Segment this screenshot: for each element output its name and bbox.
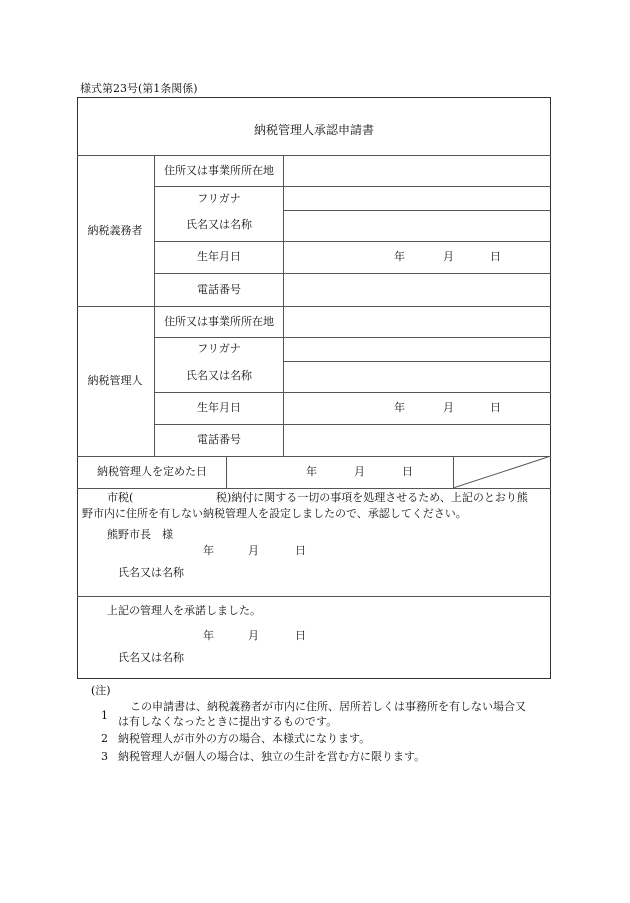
- divider: [154, 392, 551, 393]
- payer-name-label: 氏名又は名称: [186, 218, 252, 231]
- payer-birth-day-unit: 日: [490, 250, 501, 263]
- approval-month-unit: 月: [248, 629, 259, 642]
- payer-group-label: 納税義務者: [87, 224, 143, 237]
- addressee-mayor: 熊野市長 様: [107, 528, 173, 541]
- divider-title: [77, 155, 551, 156]
- column-divider: [226, 456, 227, 488]
- manager-group-label: 納税管理人: [87, 374, 143, 387]
- payer-address-label: 住所又は事業所所在地: [164, 164, 274, 177]
- payer-birth-year-unit: 年: [394, 250, 405, 263]
- divider: [283, 210, 551, 211]
- payer-birth-month-unit: 月: [443, 250, 454, 263]
- divider-section: [77, 596, 551, 597]
- divider-section: [77, 306, 551, 307]
- approval-text: 上記の管理人を承諾しました。: [107, 604, 261, 617]
- divider: [154, 241, 551, 242]
- payer-phone-label: 電話番号: [197, 283, 241, 296]
- diagonal-slash-cell: [453, 456, 551, 488]
- manager-furigana-label: フリガナ: [197, 342, 241, 355]
- application-text-line2: 野市内に住所を有しない納税管理人を設定しましたので、承認してください。: [82, 507, 467, 520]
- note-number: 1: [101, 709, 108, 722]
- application-text-line1: 税)納付に関する一切の事項を処理させるため、上記のとおり熊: [216, 491, 528, 504]
- manager-birth-day-unit: 日: [490, 401, 501, 414]
- designated-day-unit: 日: [402, 465, 413, 478]
- application-year-unit: 年: [203, 544, 214, 557]
- note-3-text: 納税管理人が個人の場合は、独立の生計を営む方に限ります。: [118, 750, 426, 763]
- manager-birth-label: 生年月日: [197, 401, 241, 414]
- application-form-frame: [77, 97, 551, 679]
- application-month-unit: 月: [248, 544, 259, 557]
- manager-address-label: 住所又は事業所所在地: [164, 315, 274, 328]
- divider: [154, 273, 551, 274]
- note-2-text: 納税管理人が市外の方の場合、本様式になります。: [118, 732, 371, 745]
- column-divider: [154, 155, 155, 456]
- manager-birth-month-unit: 月: [443, 401, 454, 414]
- applicant-name-label: 氏名又は名称: [118, 566, 184, 579]
- application-day-unit: 日: [295, 544, 306, 557]
- note-1-line2: は有しなくなったときに提出するものです。: [118, 715, 338, 728]
- divider: [154, 186, 551, 187]
- divider-section: [77, 488, 551, 489]
- note-number: 3: [101, 750, 108, 763]
- payer-birth-label: 生年月日: [197, 250, 241, 263]
- notes-heading: (注): [91, 684, 111, 697]
- manager-name-label: 氏名又は名称: [186, 369, 252, 382]
- note-1-line1: この申請書は、納税義務者が市内に住所、居所若しくは事務所を有しない場合又: [130, 700, 526, 713]
- divider: [283, 361, 551, 362]
- approval-day-unit: 日: [295, 629, 306, 642]
- manager-phone-label: 電話番号: [197, 433, 241, 446]
- divider: [154, 337, 551, 338]
- designated-year-unit: 年: [306, 465, 317, 478]
- note-number: 2: [101, 732, 108, 745]
- designated-date-label: 納税管理人を定めた日: [97, 465, 207, 478]
- designated-month-unit: 月: [354, 465, 365, 478]
- divider: [154, 424, 551, 425]
- approver-name-label: 氏名又は名称: [118, 651, 184, 664]
- application-text-city-tax: 市税(: [107, 491, 134, 504]
- manager-birth-year-unit: 年: [394, 401, 405, 414]
- form-title: 納税管理人承認申請書: [253, 123, 375, 137]
- payer-furigana-label: フリガナ: [197, 192, 241, 205]
- column-divider: [283, 155, 284, 456]
- form-number-label: 様式第23号(第1条関係): [80, 82, 198, 95]
- approval-year-unit: 年: [203, 629, 214, 642]
